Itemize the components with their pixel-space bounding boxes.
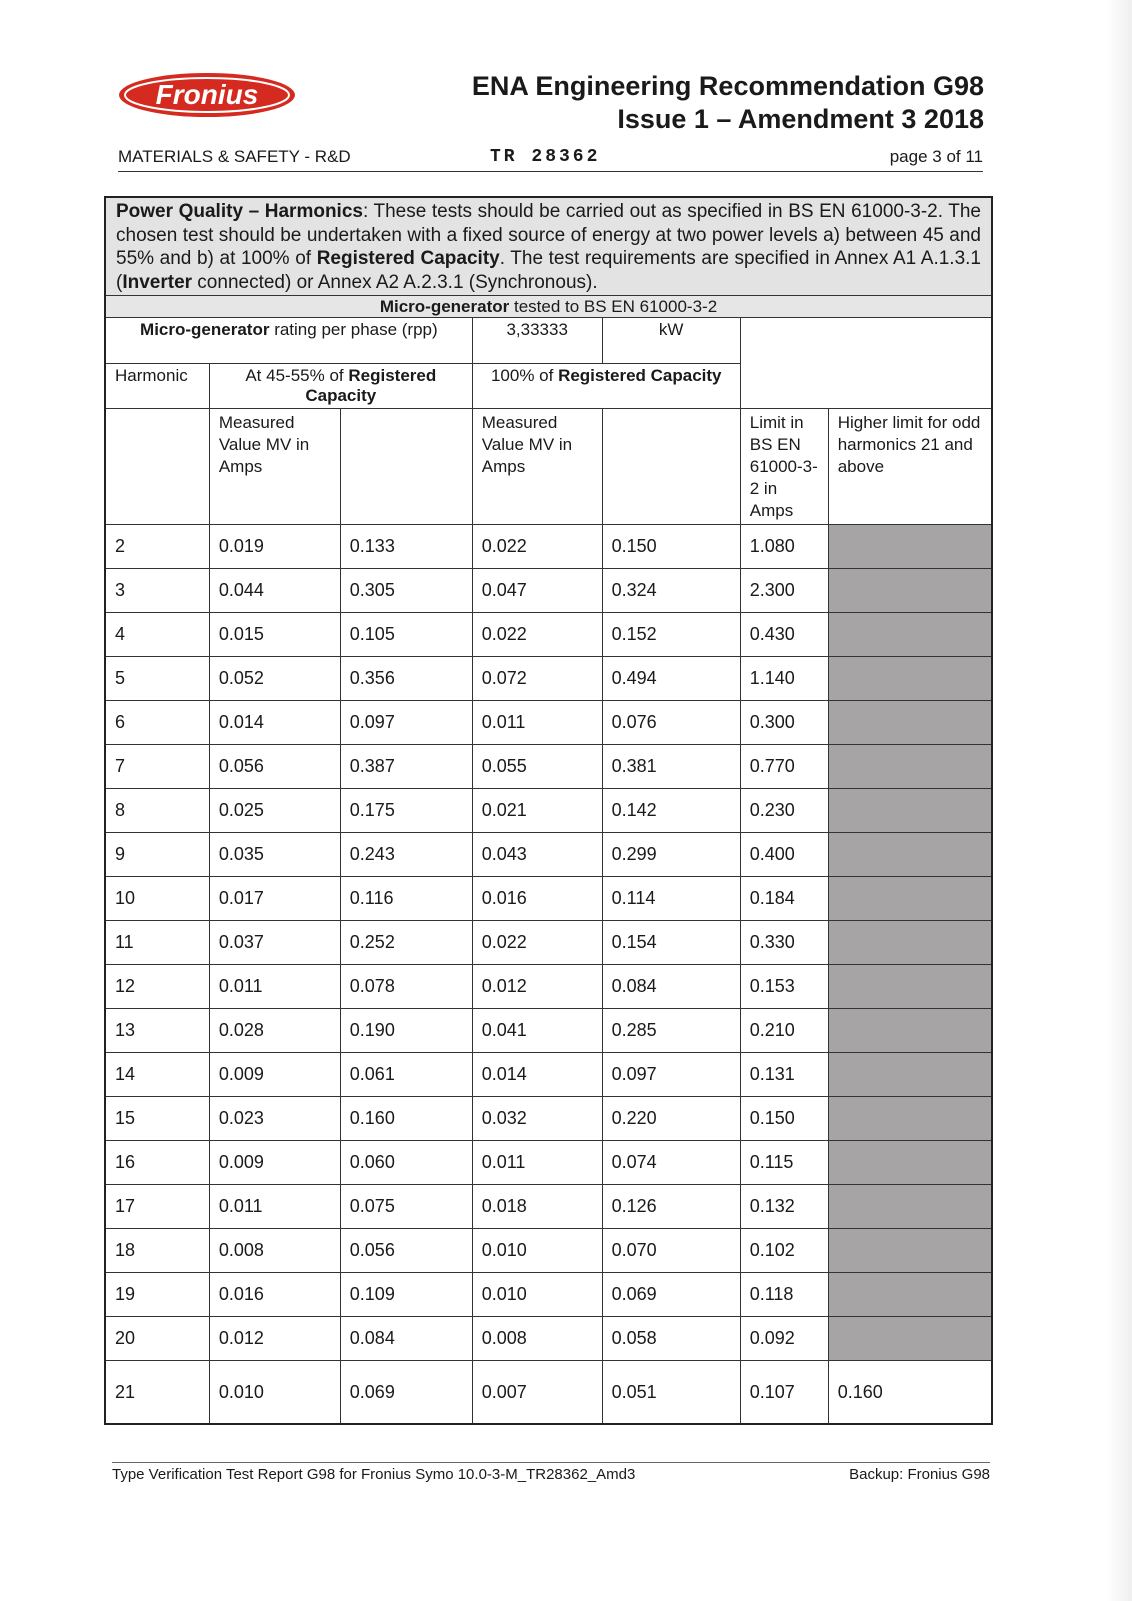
table-row [105,1097,992,1141]
shaded-na-cell [828,1097,992,1141]
footer-report-title: Type Verification Test Report G98 for Fronius Symo 10.0-3-M_TR28362_Amd3 [112,1466,636,1483]
harmonic-number: 13 [105,1009,209,1053]
logo-text: Fronius [155,79,259,110]
harmonic-number: 16 [105,1141,209,1185]
value-45-55: 0.252 [340,921,472,965]
limit-value: 0.770 [740,745,828,789]
group2-label-b: Registered Capacity [558,366,722,385]
mv-100: 0.010 [472,1273,602,1317]
harmonic-number: 15 [105,1097,209,1141]
value-45-55: 0.056 [340,1229,472,1273]
intro-heading: Power Quality – Harmonics [116,201,363,222]
mv-100: 0.018 [472,1185,602,1229]
measured-value-header-2: Measured Value MV in Amps [472,409,602,525]
limit-value: 0.092 [740,1317,828,1361]
value-100: 0.074 [602,1141,740,1185]
intro-text-cell [105,197,992,296]
empty-measured-cell-3 [602,409,740,525]
mv-45-55: 0.015 [209,613,340,657]
subhead-rest: tested to BS EN 61000-3-2 [509,296,718,316]
table-row [105,833,992,877]
page-edge-shadow [1106,0,1132,1601]
limit-value: 0.230 [740,789,828,833]
harmonic-number: 3 [105,569,209,613]
table-row [105,965,992,1009]
value-45-55: 0.060 [340,1141,472,1185]
fronius-logo [118,72,296,118]
mv-100: 0.014 [472,1053,602,1097]
intro-text-1: : These tests should be carried out as specified in BS EN 61000-3-2. The chosen test should be undertaken with a fixed source of energy at two power levels a) between 45 and 55% and b) at 100% of [116,201,982,269]
limit-value: 0.132 [740,1185,828,1229]
title-line-1: ENA Engineering Recommendation G98 [471,71,984,101]
footer-backup: Backup: Fronius G98 [849,1466,990,1483]
table-row [105,1273,992,1317]
harmonic-number: 11 [105,921,209,965]
document-title [472,70,984,136]
harmonic-number: 6 [105,701,209,745]
value-100: 0.154 [602,921,740,965]
mv-100: 0.010 [472,1229,602,1273]
page-footer [112,1462,990,1488]
limit-value: 1.140 [740,657,828,701]
value-100: 0.114 [602,877,740,921]
shaded-na-cell [828,1185,992,1229]
mv-45-55: 0.023 [209,1097,340,1141]
shaded-na-cell [828,1273,992,1317]
mv-100: 0.072 [472,657,602,701]
value-100: 0.058 [602,1317,740,1361]
value-45-55: 0.133 [340,525,472,569]
limit-value: 0.150 [740,1097,828,1141]
mv-45-55: 0.056 [209,745,340,789]
harmonic-number: 18 [105,1229,209,1273]
value-100: 0.084 [602,965,740,1009]
mv-45-55: 0.028 [209,1009,340,1053]
page-number: page 3 of 11 [889,147,983,166]
mv-45-55: 0.016 [209,1273,340,1317]
mv-45-55: 0.052 [209,657,340,701]
shaded-na-cell [828,1317,992,1361]
mv-100: 0.016 [472,877,602,921]
group2-label-a: 100% of [490,366,559,385]
harmonic-number: 4 [105,613,209,657]
value-100: 0.069 [602,1273,740,1317]
shaded-na-cell [828,745,992,789]
mv-45-55: 0.019 [209,525,340,569]
shaded-na-cell [828,613,992,657]
higher-limit-value: 0.160 [828,1361,992,1425]
mv-100: 0.008 [472,1317,602,1361]
table-row [105,613,992,657]
col-group-45-55-header [209,364,472,409]
group1-label-a: At 45-55% of [245,366,349,385]
table-row [105,1053,992,1097]
table-row [105,1229,992,1273]
harmonic-number: 2 [105,525,209,569]
harmonic-number: 7 [105,745,209,789]
higher-limit-header: Higher limit for odd harmonics 21 and above [828,409,992,525]
empty-measured-cell-2 [340,409,472,525]
limit-value: 1.080 [740,525,828,569]
measured-value-header-1: Measured Value MV in Amps [209,409,340,525]
rating-unit: kW [602,318,740,364]
title-line-2: Issue 1 – Amendment 3 2018 [617,104,984,134]
value-100: 0.152 [602,613,740,657]
value-45-55: 0.305 [340,569,472,613]
mv-45-55: 0.012 [209,1317,340,1361]
value-45-55: 0.105 [340,613,472,657]
limit-value: 0.300 [740,701,828,745]
shaded-na-cell [828,569,992,613]
shaded-na-cell [828,657,992,701]
table-row [105,1317,992,1361]
subhead-bold: Micro-generator [379,296,510,316]
harmonic-rows [105,525,992,1361]
value-100: 0.076 [602,701,740,745]
value-45-55: 0.109 [340,1273,472,1317]
value-100: 0.381 [602,745,740,789]
rating-label-rest: rating per phase (rpp) [269,320,438,339]
mv-100: 0.022 [472,525,602,569]
col-harmonic-header: Harmonic [105,364,209,409]
empty-measured-cell [105,409,209,525]
mv-100: 0.021 [472,789,602,833]
harmonic-number: 20 [105,1317,209,1361]
mv-100: 0.043 [472,833,602,877]
limit-value: 0.131 [740,1053,828,1097]
shaded-na-cell [828,1053,992,1097]
limit-value: 0.400 [740,833,828,877]
value-45-55: 0.075 [340,1185,472,1229]
limit-value: 0.330 [740,921,828,965]
value-45-55: 0.387 [340,745,472,789]
mv-45-55: 0.009 [209,1053,340,1097]
mv-100: 0.022 [472,921,602,965]
value-45-55: 0.069 [340,1361,472,1425]
harmonic-number: 9 [105,833,209,877]
mv-100: 0.055 [472,745,602,789]
harmonic-number: 19 [105,1273,209,1317]
header-meta-row [118,147,983,172]
table-row [105,569,992,613]
report-number: TR 28362 [490,147,601,167]
department-label: MATERIALS & SAFETY - R&D [118,147,351,166]
value-45-55: 0.116 [340,877,472,921]
limit-value: 0.210 [740,1009,828,1053]
value-45-55: 0.061 [340,1053,472,1097]
shaded-na-cell [828,789,992,833]
table-row [105,1185,992,1229]
mv-100: 0.047 [472,569,602,613]
value-45-55: 0.078 [340,965,472,1009]
table-row [105,745,992,789]
mv-100: 0.007 [472,1361,602,1425]
value-45-55: 0.190 [340,1009,472,1053]
table-row [105,789,992,833]
harmonic-number: 14 [105,1053,209,1097]
mv-45-55: 0.044 [209,569,340,613]
value-45-55: 0.243 [340,833,472,877]
mv-100: 0.022 [472,613,602,657]
shaded-na-cell [828,877,992,921]
shaded-na-cell [828,833,992,877]
mv-45-55: 0.011 [209,1185,340,1229]
mv-100: 0.011 [472,701,602,745]
value-100: 0.126 [602,1185,740,1229]
limit-value: 0.430 [740,613,828,657]
value-100: 0.324 [602,569,740,613]
mv-45-55: 0.010 [209,1361,340,1425]
table-row-21 [105,1361,992,1425]
shaded-na-cell [828,1229,992,1273]
value-100: 0.097 [602,1053,740,1097]
value-100: 0.494 [602,657,740,701]
value-45-55: 0.356 [340,657,472,701]
mv-45-55: 0.009 [209,1141,340,1185]
harmonic-number: 21 [105,1361,209,1425]
intro-bold-2: Inverter [122,271,193,293]
limit-value: 0.107 [740,1361,828,1425]
rating-label-bold: Micro-generator [140,320,270,339]
table-row [105,657,992,701]
shaded-na-cell [828,1009,992,1053]
intro-bold-1: Registered Capacity [316,248,500,269]
value-100: 0.220 [602,1097,740,1141]
table-row [105,1009,992,1053]
mv-45-55: 0.017 [209,877,340,921]
value-100: 0.150 [602,525,740,569]
empty-header-cell [740,318,992,409]
harmonic-number: 17 [105,1185,209,1229]
intro-text-3: connected) or Annex A2 A.2.3.1 (Synchronous). [192,271,598,293]
limit-value: 0.115 [740,1141,828,1185]
mv-45-55: 0.011 [209,965,340,1009]
col-group-100-header [472,364,740,409]
value-45-55: 0.175 [340,789,472,833]
mv-100: 0.011 [472,1141,602,1185]
value-100: 0.051 [602,1361,740,1425]
shaded-na-cell [828,1141,992,1185]
group1-label-b: Registered Capacity [305,366,437,405]
table-row [105,877,992,921]
harmonic-number: 8 [105,789,209,833]
shaded-na-cell [828,525,992,569]
mv-45-55: 0.037 [209,921,340,965]
shaded-na-cell [828,965,992,1009]
table-row [105,1141,992,1185]
mv-45-55: 0.035 [209,833,340,877]
table-subheading [105,296,992,318]
value-100: 0.070 [602,1229,740,1273]
limit-value: 0.118 [740,1273,828,1317]
value-45-55: 0.160 [340,1097,472,1141]
table-row [105,921,992,965]
mv-100: 0.041 [472,1009,602,1053]
table-row [105,701,992,745]
mv-100: 0.032 [472,1097,602,1141]
rating-value: 3,33333 [472,318,602,364]
intro-text-2: . The test requirements are specified in Annex A1 A.1.3.1 ( [116,248,981,293]
limit-value: 0.153 [740,965,828,1009]
value-100: 0.299 [602,833,740,877]
rating-label-cell [105,318,472,364]
limit-value: 0.102 [740,1229,828,1273]
harmonics-table [104,196,993,1425]
mv-45-55: 0.014 [209,701,340,745]
mv-45-55: 0.025 [209,789,340,833]
mv-100: 0.012 [472,965,602,1009]
limit-value: 0.184 [740,877,828,921]
harmonic-number: 5 [105,657,209,701]
mv-45-55: 0.008 [209,1229,340,1273]
harmonic-number: 12 [105,965,209,1009]
value-45-55: 0.084 [340,1317,472,1361]
table-row [105,525,992,569]
shaded-na-cell [828,701,992,745]
limit-value: 2.300 [740,569,828,613]
value-45-55: 0.097 [340,701,472,745]
value-100: 0.285 [602,1009,740,1053]
value-100: 0.142 [602,789,740,833]
shaded-na-cell [828,921,992,965]
harmonic-number: 10 [105,877,209,921]
limit-header: Limit in BS EN 61000-3-2 in Amps [740,409,828,525]
